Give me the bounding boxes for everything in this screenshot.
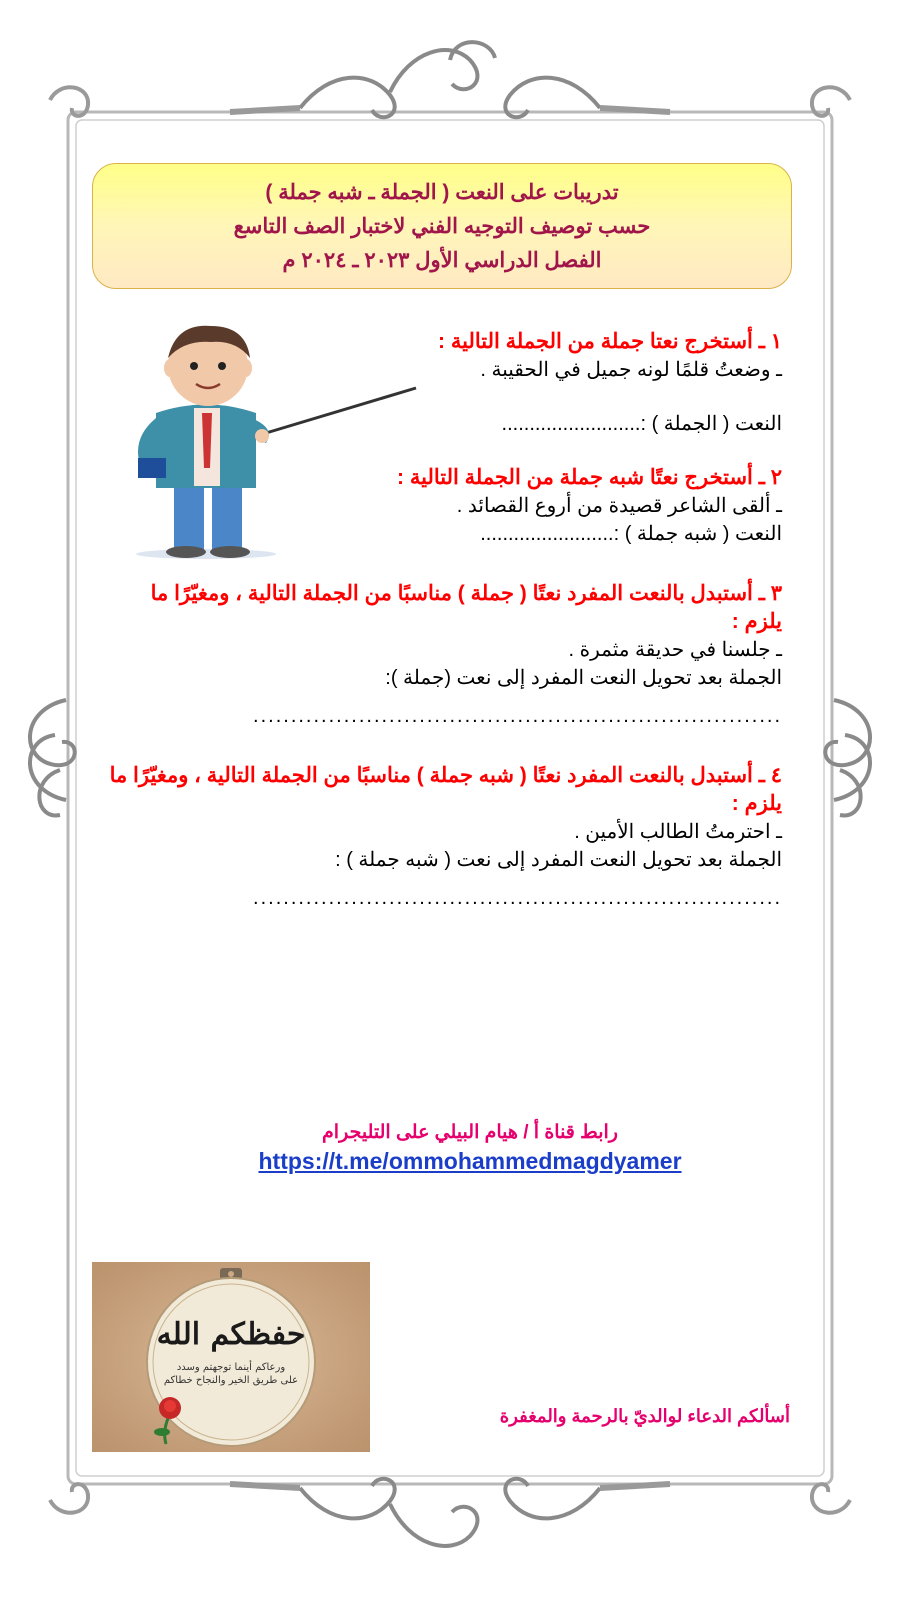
- blessing-card-image: [92, 1262, 370, 1452]
- question-3-answer-blank: ......................................................................: [253, 705, 782, 727]
- telegram-channel-link[interactable]: https://t.me/ommohammedmagdyamer: [258, 1148, 682, 1174]
- question-4-sentence: ـ احترمتُ الطالب الأمين .: [574, 821, 782, 843]
- question-2-answer-label: النعت ( شبه جملة ) :: [613, 523, 782, 545]
- semester-line: الفصل الدراسي الأول ٢٠٢٣ ـ ٢٠٢٤ م: [282, 249, 602, 272]
- question-3: [110, 580, 782, 730]
- exercise-content: [110, 328, 782, 912]
- question-2-answer-blank: ........................: [480, 523, 614, 545]
- card-line-2: على طريق الخير والنجاح خطاكم: [163, 1375, 299, 1386]
- question-1: [110, 328, 782, 438]
- prayer-request: أسألكم الدعاء لوالديّ بالرحمة والمغفرة: [499, 1406, 790, 1426]
- subtitle-line: حسب توصيف التوجيه الفني لاختبار الصف التاسع: [233, 215, 651, 238]
- question-4-answer-blank: ......................................................................: [253, 887, 782, 909]
- question-3-title: ٣ ـ أستبدل بالنعت المفرد نعتًا ( جملة ) مناسبًا من الجملة التالية ، ومغيّرًا ما يلزم :: [150, 582, 782, 633]
- question-4: [96, 762, 782, 818]
- question-3-sentence: ـ جلسنا في حديقة مثمرة .: [568, 639, 782, 661]
- question-3-answer-label: الجملة بعد تحويل النعت المفرد إلى نعت (جملة ):: [385, 667, 782, 689]
- title-banner: [92, 163, 792, 289]
- question-1-answer: [110, 410, 782, 438]
- bottom-right-corner-ornament: [812, 1484, 850, 1513]
- question-2-title: ٢ ـ أستخرج نعتًا شبه جملة من الجملة التالية :: [397, 466, 782, 489]
- question-1-answer-label: النعت ( الجملة ) :: [640, 413, 782, 435]
- question-2: [110, 464, 782, 548]
- question-4-answer-label: الجملة بعد تحويل النعت المفرد إلى نعت ( شبه جملة ) :: [335, 849, 782, 871]
- bottom-left-corner-ornament: [50, 1484, 88, 1513]
- bottom-scroll-ornament: [230, 1479, 670, 1546]
- question-1-title: ١ ـ أستخرج نعتا جملة من الجملة التالية :: [438, 330, 782, 353]
- question-1-answer-blank: .........................: [501, 413, 641, 435]
- question-2-sentence: ـ ألقى الشاعر قصيدة من أروع القصائد .: [456, 495, 782, 517]
- card-calligraphy: حفظكم الله: [156, 1317, 306, 1352]
- question-2-answer: [110, 520, 782, 548]
- telegram-channel-label: رابط قناة أ / هيام البيلي على التليجرام: [322, 1122, 618, 1143]
- question-4-body: [110, 818, 782, 912]
- card-line-1: ورعاكم أينما توجهتم وسدد: [176, 1362, 286, 1373]
- footer-channel: [120, 1118, 820, 1175]
- question-4-title: ٤ ـ أستبدل بالنعت المفرد نعتًا ( شبه جملة ) مناسبًا من الجملة التالية ، ومغيّرًا ما يلزم :: [109, 764, 782, 815]
- top-scroll-ornament: [230, 42, 670, 117]
- title-line: تدريبات على النعت ( الجملة ـ شبه جملة ): [265, 181, 619, 204]
- question-1-sentence: ـ وضعتُ قلمًا لونه جميل في الحقيبة .: [480, 359, 782, 381]
